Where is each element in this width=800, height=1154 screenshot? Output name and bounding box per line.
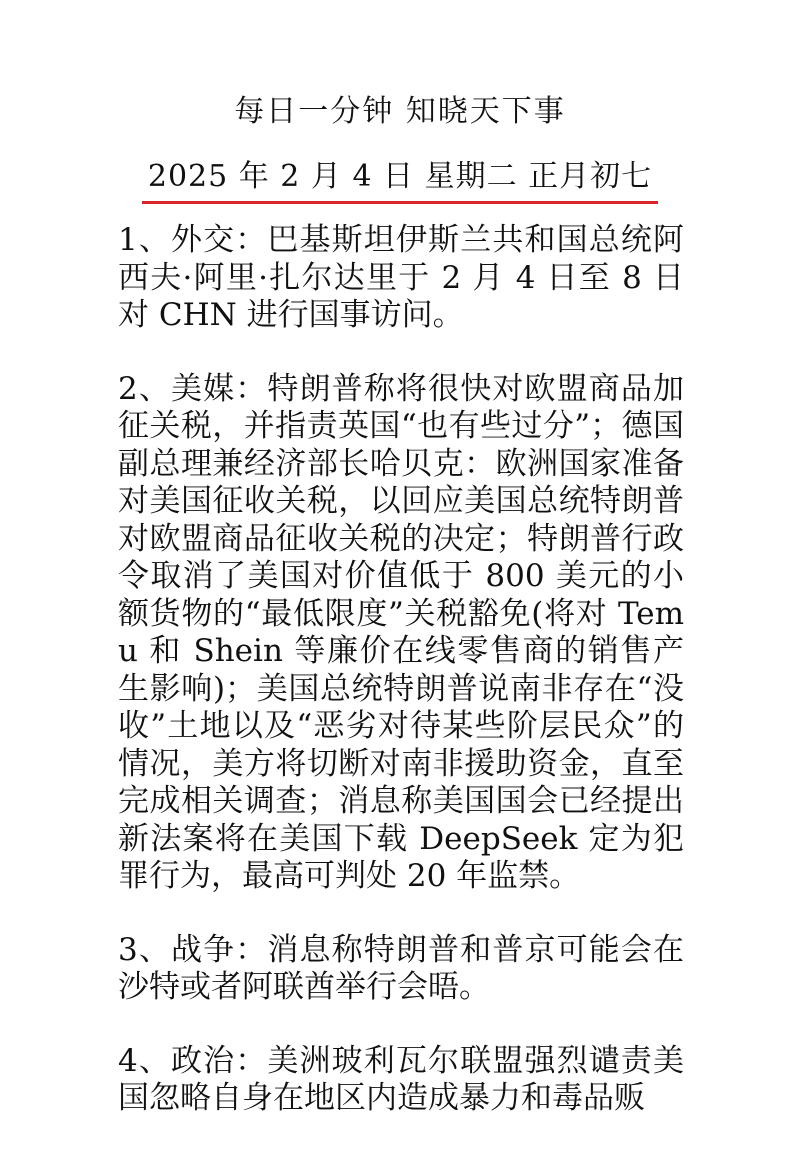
news-item-4: 4、政治：美洲玻利瓦尔联盟强烈谴责美国忽略自身在地区内造成暴力和毒品贩 [118,1042,684,1116]
date-line [0,157,800,204]
page-title: 每日一分钟 知晓天下事 [234,94,566,129]
date-text: 2025 年 2 月 4 日 星期二 正月初七 [142,157,658,204]
news-item-2: 2、美媒：特朗普称将很快对欧盟商品加征关税，并指责英国“也有些过分”；德国副总理兼经济部长哈贝克：欧洲国家准备对美国征收关税，以回应美国总统特朗普对欧盟商品征收关税的决定；特朗普行政令取消了美国对价值低于 800 美元的小额货物的“最低限度”关税豁免(将对 Temu 和 Shein 等廉价在线零售商的销售产生影响)；美国总统特朗普说南非存在“没收”土地以及“恶劣对待某些阶层民众”的情况，美方将切断对南非援助资金，直至完成相关调查；消息称美国国会已经提出新法案将在美国下载 DeepSeek 定为犯罪行为，最高可判处 20 年监禁。 [118,370,684,894]
news-item-1: 1、外交：巴基斯坦伊斯兰共和国总统阿西夫·阿里·扎尔达里于 2 月 4 日至 8 日对 CHN 进行国事访问。 [118,222,684,333]
news-item-3: 3、战争：消息称特朗普和普京可能会在沙特或者阿联酋举行会晤。 [118,931,684,1005]
news-list [118,222,684,1154]
